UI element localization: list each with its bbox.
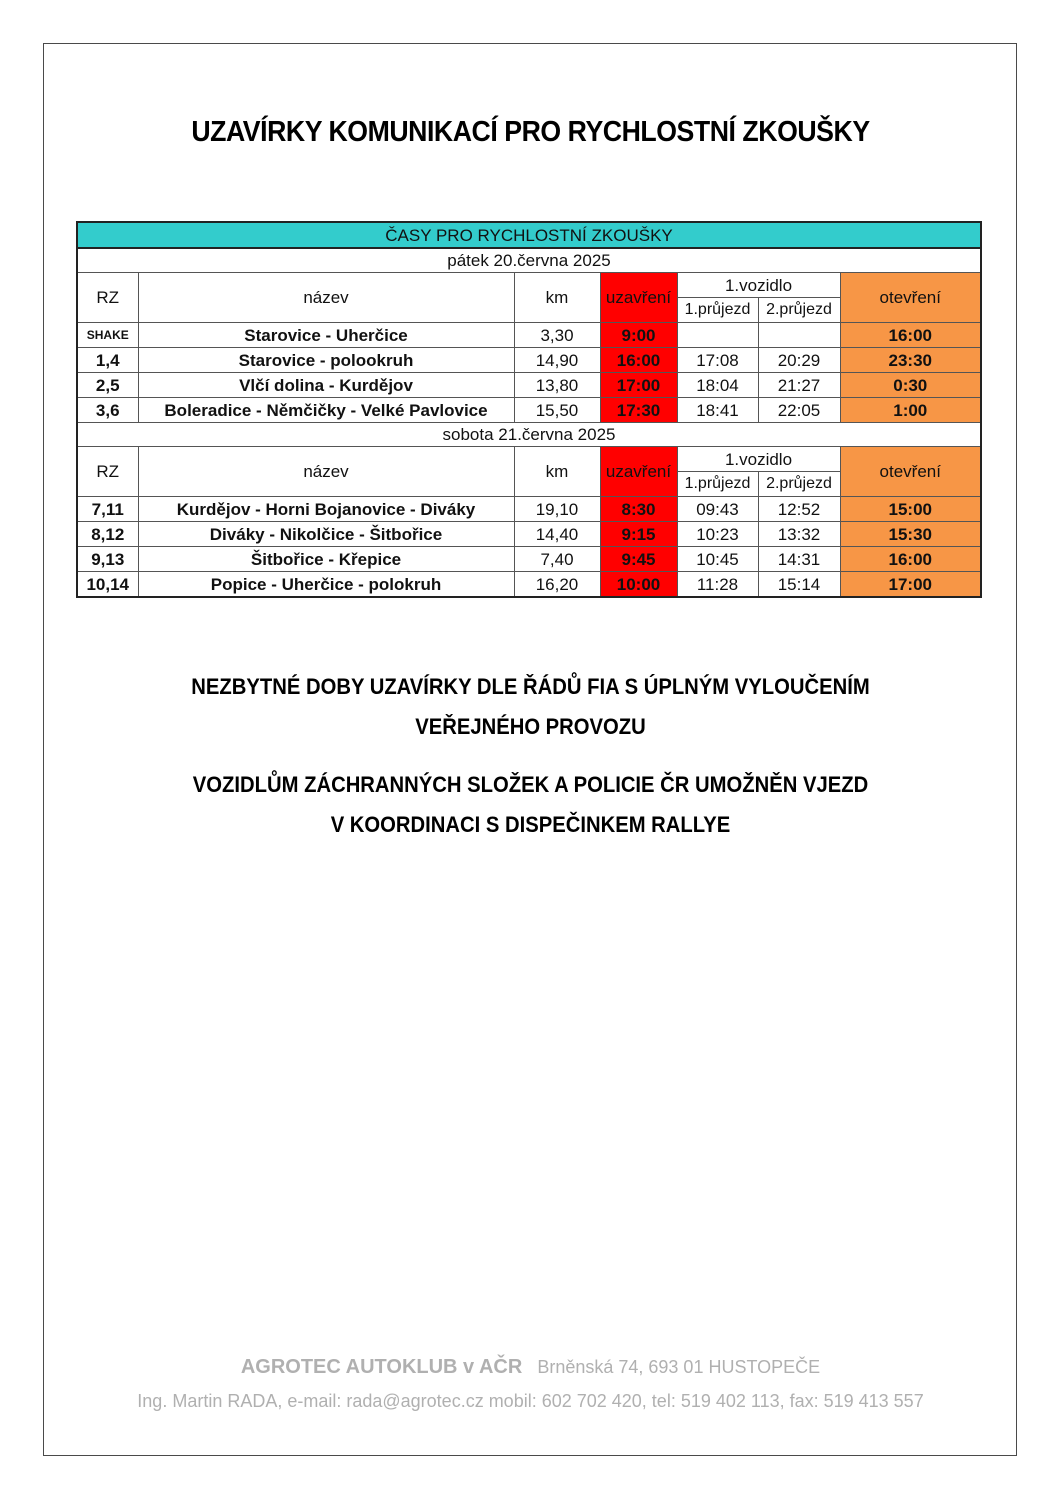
cell-km: 13,80 [514, 373, 600, 398]
table-row [77, 323, 981, 348]
cell-km: 19,10 [514, 497, 600, 522]
cell-stage-name: Starovice - polookruh [138, 348, 514, 373]
cell-pass2-time: 12:52 [758, 497, 840, 522]
cell-km: 7,40 [514, 547, 600, 572]
cell-rz: 1,4 [77, 348, 138, 373]
cell-opening-time: 15:00 [840, 497, 981, 522]
header-pass2: 2.průjezd [758, 472, 840, 497]
notice-emergency [42, 765, 1018, 845]
cell-opening-time: 16:00 [840, 323, 981, 348]
cell-pass2-time: 15:14 [758, 572, 840, 598]
cell-pass1-time: 10:45 [677, 547, 758, 572]
cell-stage-name: Vlčí dolina - Kurdějov [138, 373, 514, 398]
cell-opening-time: 0:30 [840, 373, 981, 398]
cell-pass2-time: 20:29 [758, 348, 840, 373]
footer-address: Brněnská 74, 693 01 HUSTOPEČE [537, 1357, 821, 1377]
cell-stage-name: Popice - Uherčice - polokruh [138, 572, 514, 598]
header-rz: RZ [77, 447, 138, 497]
day-date-row [77, 423, 981, 447]
cell-stage-name: Šitbořice - Křepice [138, 547, 514, 572]
cell-opening-time: 17:00 [840, 572, 981, 598]
header-name: název [138, 273, 514, 323]
table-row [77, 373, 981, 398]
footer-contact: Ing. Martin RADA, e-mail: rada@agrotec.cz mobil: 602 702 420, tel: 519 402 113, fax: 519 413 557 [137, 1391, 924, 1411]
cell-pass1-time [677, 323, 758, 348]
cell-km: 14,40 [514, 522, 600, 547]
cell-opening-time: 16:00 [840, 547, 981, 572]
cell-rz: 8,12 [77, 522, 138, 547]
header-km: km [514, 447, 600, 497]
table-row [77, 522, 981, 547]
notice-fia [42, 667, 1018, 747]
cell-closing-time: 10:00 [600, 572, 677, 598]
table-row [77, 572, 981, 598]
table-title: ČASY PRO RYCHLOSTNÍ ZKOUŠKY [77, 222, 981, 248]
day-date: pátek 20.června 2025 [77, 248, 981, 273]
header-first-vehicle: 1.vozidlo [677, 273, 840, 298]
cell-km: 14,90 [514, 348, 600, 373]
header-pass1: 1.průjezd [677, 298, 758, 323]
notice-emergency-line2: V KOORDINACI S DISPEČINKEM RALLYE [330, 812, 731, 837]
cell-pass2-time: 22:05 [758, 398, 840, 423]
header-km: km [514, 273, 600, 323]
cell-rz: 7,11 [77, 497, 138, 522]
table-header-row [77, 273, 981, 298]
cell-pass1-time: 09:43 [677, 497, 758, 522]
day-date: sobota 21.června 2025 [77, 423, 981, 447]
cell-closing-time: 17:30 [600, 398, 677, 423]
cell-km: 3,30 [514, 323, 600, 348]
footer-org-name: AGROTEC AUTOKLUB v AČR [240, 1356, 523, 1378]
notice-fia-line2: VEŘEJNÉHO PROVOZU [415, 714, 646, 739]
cell-stage-name: Boleradice - Němčičky - Velké Pavlovice [138, 398, 514, 423]
cell-closing-time: 17:00 [600, 373, 677, 398]
table-header-row [77, 447, 981, 472]
cell-pass2-time [758, 323, 840, 348]
cell-stage-name: Kurdějov - Horni Bojanovice - Diváky [138, 497, 514, 522]
header-pass2: 2.průjezd [758, 298, 840, 323]
header-opening: otevření [840, 447, 981, 497]
notice-emergency-line1: VOZIDLŮM ZÁCHRANNÝCH SLOŽEK A POLICIE ČR UMOŽNĚN VJEZD [192, 772, 869, 797]
cell-stage-name: Starovice - Uherčice [138, 323, 514, 348]
cell-pass2-time: 14:31 [758, 547, 840, 572]
cell-rz: 3,6 [77, 398, 138, 423]
cell-closing-time: 8:30 [600, 497, 677, 522]
header-opening: otevření [840, 273, 981, 323]
cell-opening-time: 23:30 [840, 348, 981, 373]
header-rz: RZ [77, 273, 138, 323]
document-title: UZAVÍRKY KOMUNIKACÍ PRO RYCHLOSTNÍ ZKOUŠKY [191, 116, 870, 148]
cell-pass1-time: 18:04 [677, 373, 758, 398]
cell-pass1-time: 17:08 [677, 348, 758, 373]
cell-km: 16,20 [514, 572, 600, 598]
cell-opening-time: 15:30 [840, 522, 981, 547]
cell-opening-time: 1:00 [840, 398, 981, 423]
header-closing: uzavření [600, 273, 677, 323]
cell-rz: 9,13 [77, 547, 138, 572]
table-row [77, 348, 981, 373]
cell-pass1-time: 11:28 [677, 572, 758, 598]
table-row [77, 398, 981, 423]
cell-rz: SHAKE [77, 323, 138, 348]
cell-closing-time: 9:00 [600, 323, 677, 348]
cell-pass1-time: 18:41 [677, 398, 758, 423]
cell-km: 15,50 [514, 398, 600, 423]
footer-organization [0, 1356, 1061, 1379]
day-date-row [77, 248, 981, 273]
header-pass1: 1.průjezd [677, 472, 758, 497]
cell-closing-time: 9:45 [600, 547, 677, 572]
table-row [77, 547, 981, 572]
cell-closing-time: 16:00 [600, 348, 677, 373]
header-first-vehicle: 1.vozidlo [677, 447, 840, 472]
cell-rz: 10,14 [77, 572, 138, 598]
cell-rz: 2,5 [77, 373, 138, 398]
cell-pass2-time: 13:32 [758, 522, 840, 547]
header-name: název [138, 447, 514, 497]
table-row [77, 497, 981, 522]
cell-pass1-time: 10:23 [677, 522, 758, 547]
notice-fia-line1: NEZBYTNÉ DOBY UZAVÍRKY DLE ŘÁDŮ FIA S ÚPLNÝM VYLOUČENÍM [191, 674, 870, 699]
stage-schedule-table [76, 221, 982, 598]
cell-stage-name: Diváky - Nikolčice - Šitbořice [138, 522, 514, 547]
cell-pass2-time: 21:27 [758, 373, 840, 398]
cell-closing-time: 9:15 [600, 522, 677, 547]
table-title-row [77, 222, 981, 248]
header-closing: uzavření [600, 447, 677, 497]
